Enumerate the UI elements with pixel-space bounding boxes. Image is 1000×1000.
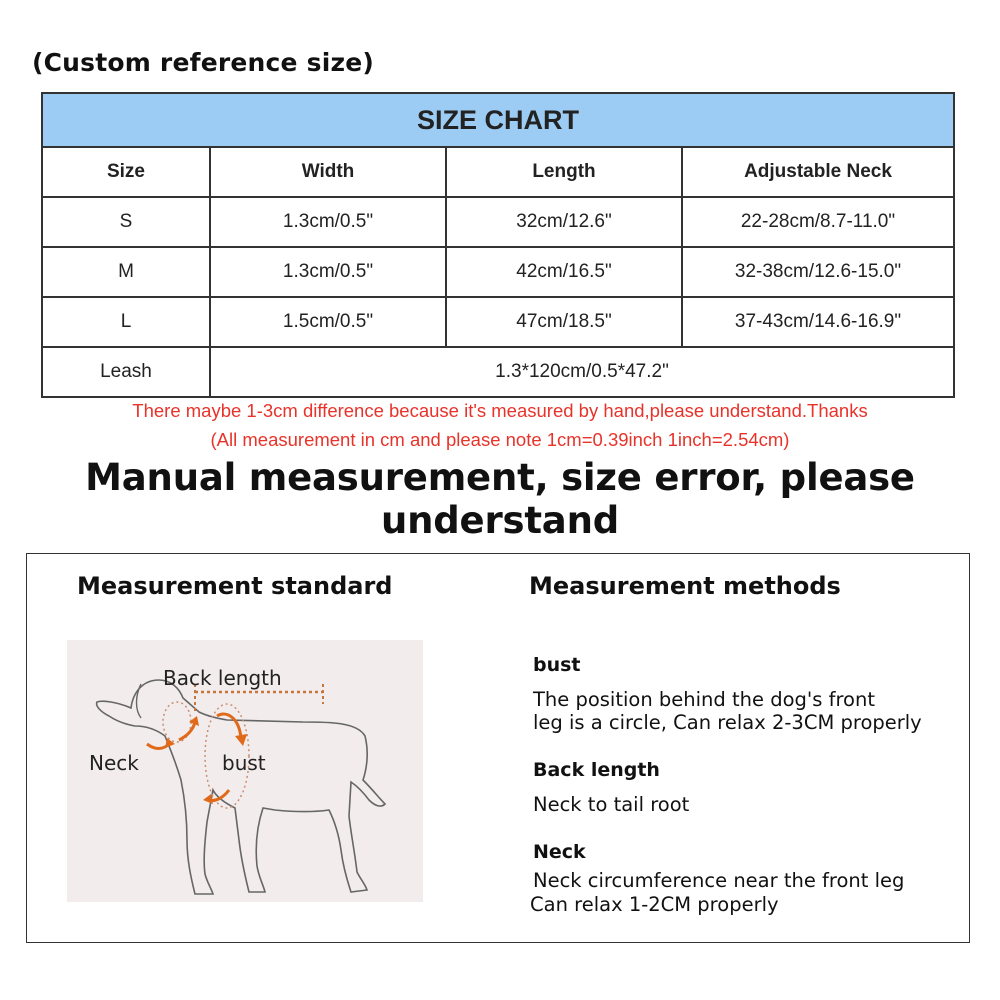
table-cell: 1.3cm/0.5" — [210, 197, 446, 247]
table-cell: 42cm/16.5" — [446, 247, 682, 297]
size-chart-title: SIZE CHART — [42, 93, 954, 147]
table-cell: 1.3cm/0.5" — [210, 247, 446, 297]
table-title-row — [42, 93, 954, 147]
column-header: Adjustable Neck — [682, 147, 954, 197]
neck-label: Neck — [89, 751, 139, 775]
measurement-panel — [26, 553, 970, 943]
method-bust-line1: The position behind the dog's front — [533, 688, 875, 711]
table-cell: 32-38cm/12.6-15.0" — [682, 247, 954, 297]
table-row — [42, 297, 954, 347]
table-header-row — [42, 147, 954, 197]
table-cell: 37-43cm/14.6-16.9" — [682, 297, 954, 347]
table-cell: L — [42, 297, 210, 347]
measurement-standard-title: Measurement standard — [77, 572, 393, 600]
unit-conversion-note: (All measurement in cm and please note 1cm=0.39inch 1inch=2.54cm) — [210, 429, 790, 450]
column-header: Size — [42, 147, 210, 197]
leash-row — [42, 347, 954, 397]
size-error-heading: Manual measurement, size error, please understand — [85, 456, 915, 542]
table-cell: M — [42, 247, 210, 297]
method-neck-heading: Neck — [533, 841, 586, 863]
table-cell: S — [42, 197, 210, 247]
column-header: Length — [446, 147, 682, 197]
method-bust-line2: leg is a circle, Can relax 2-3CM properly — [533, 711, 922, 734]
leash-label: Leash — [42, 347, 210, 397]
hand-measure-note: There maybe 1-3cm difference because it's measured by hand,please understand.Thanks — [132, 400, 868, 421]
table-row — [42, 197, 954, 247]
custom-size-title: (Custom reference size) — [32, 48, 374, 77]
measurement-methods-title: Measurement methods — [529, 572, 841, 600]
table-row — [42, 247, 954, 297]
table-cell: 32cm/12.6" — [446, 197, 682, 247]
bust-label: bust — [222, 751, 266, 775]
table-cell: 47cm/18.5" — [446, 297, 682, 347]
method-bust-heading: bust — [533, 654, 581, 676]
size-chart-table — [41, 92, 955, 398]
method-back-length-line1: Neck to tail root — [533, 793, 690, 816]
dog-measurement-diagram — [67, 640, 423, 902]
table-cell: 22-28cm/8.7-11.0" — [682, 197, 954, 247]
leash-value: 1.3*120cm/0.5*47.2" — [210, 347, 954, 397]
table-cell: 1.5cm/0.5" — [210, 297, 446, 347]
back-length-label: Back length — [163, 666, 282, 690]
method-neck-line1: Neck circumference near the front leg — [533, 869, 905, 892]
column-header: Width — [210, 147, 446, 197]
method-neck-line2: Can relax 1-2CM properly — [530, 893, 779, 916]
method-back-length-heading: Back length — [533, 759, 660, 781]
